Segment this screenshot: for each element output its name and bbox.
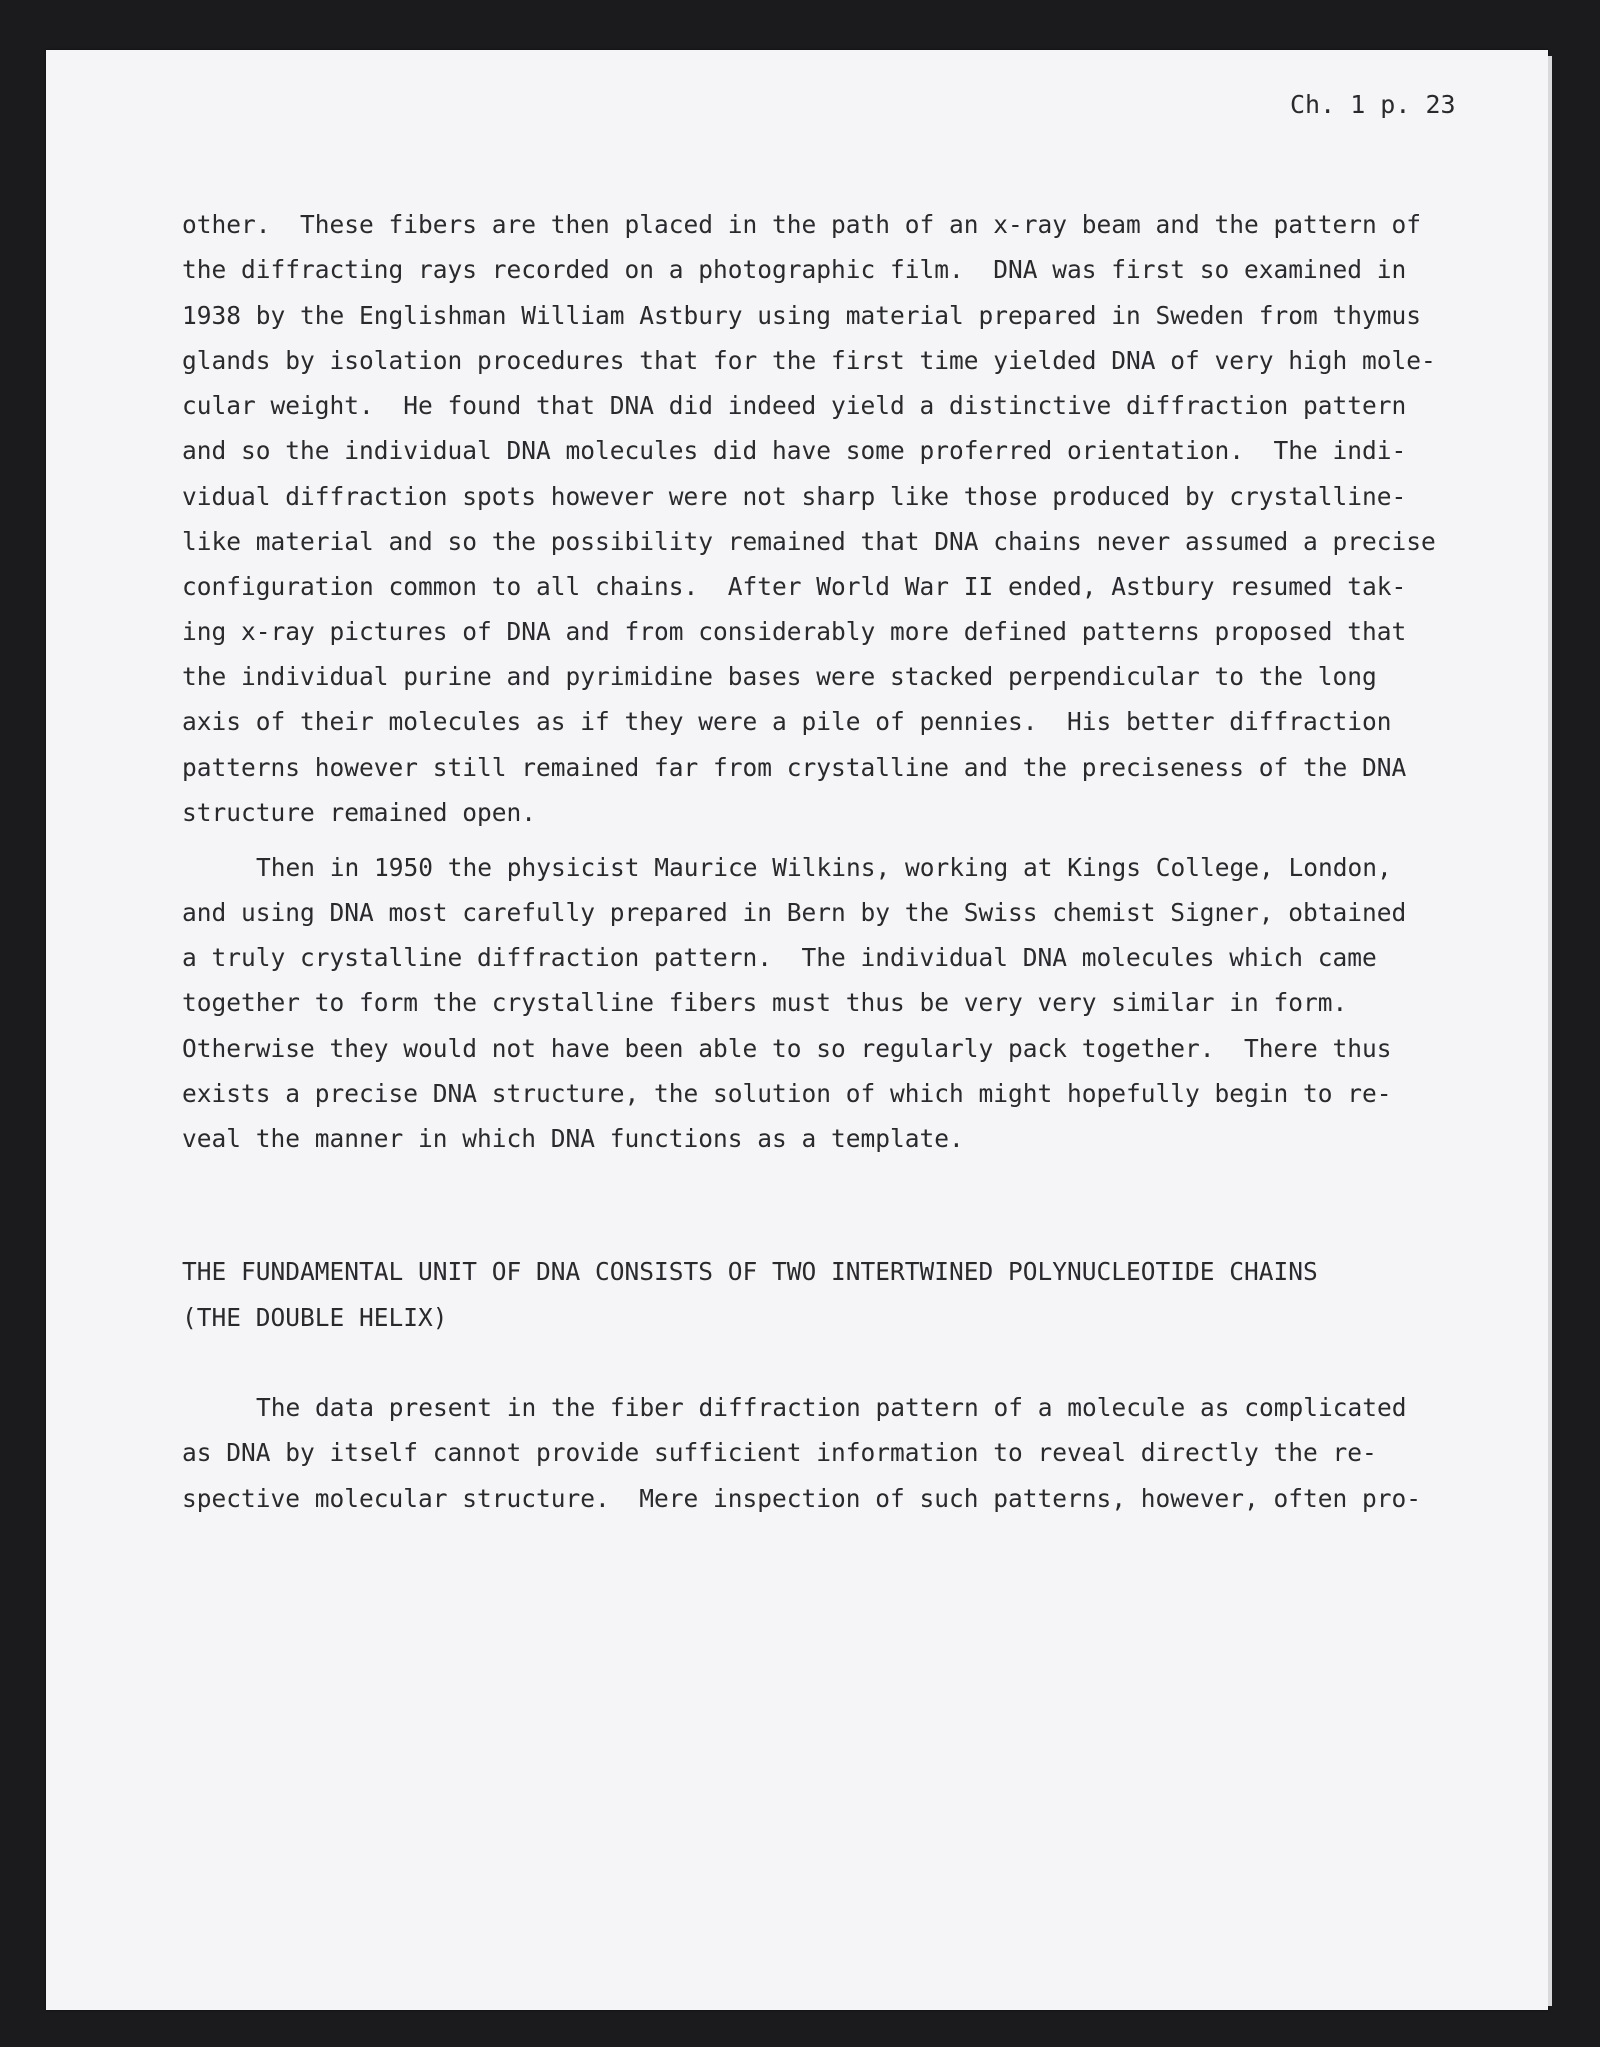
paragraph-2-line-6: exists a precise DNA structure, the solution of which might hopefully begin to re- [182, 1079, 1392, 1108]
section-heading-line-1: THE FUNDAMENTAL UNIT OF DNA CONSISTS OF TWO INTERTWINED POLYNUCLEOTIDE CHAINS [182, 1257, 1318, 1286]
paragraph-1-line-14: structure remained open. [182, 798, 537, 827]
section-heading-line-2: (THE DOUBLE HELIX) [182, 1303, 448, 1332]
paragraph-1-line-10: ing x-ray pictures of DNA and from considerably more defined patterns proposed that [182, 617, 1407, 646]
paragraph-1-line-3: 1938 by the Englishman William Astbury using material prepared in Sweden from thymus [182, 301, 1422, 330]
paragraph-2-line-7: veal the manner in which DNA functions as a template. [182, 1124, 964, 1153]
paragraph-1-line-4: glands by isolation procedures that for the first time yielded DNA of very high mole- [182, 346, 1436, 375]
paragraph-1-line-11: the individual purine and pyrimidine bases were stacked perpendicular to the long [182, 662, 1377, 691]
paragraph-2-line-4: together to form the crystalline fibers must thus be very very similar in form. [182, 988, 1348, 1017]
paragraph-3-line-2: as DNA by itself cannot provide sufficient information to reveal directly the re- [182, 1438, 1377, 1467]
paragraph-1-line-6: and so the individual DNA molecules did have some proferred orientation. The indi- [182, 436, 1407, 465]
paragraph-3-line-3: spective molecular structure. Mere inspection of such patterns, however, often pro- [182, 1484, 1422, 1513]
paragraph-1-line-1: other. These fibers are then placed in the path of an x-ray beam and the pattern of [182, 210, 1422, 239]
paragraph-1-line-8: like material and so the possibility remained that DNA chains never assumed a precise [182, 527, 1436, 556]
paragraph-1-line-13: patterns however still remained far from crystalline and the preciseness of the DNA [182, 753, 1407, 782]
paragraph-1-line-9: configuration common to all chains. After World War II ended, Astbury resumed tak- [182, 572, 1407, 601]
paragraph-2-line-3: a truly crystalline diffraction pattern. The individual DNA molecules which came [182, 943, 1377, 972]
paragraph-2-line-1: Then in 1950 the physicist Maurice Wilkins, working at Kings College, London, [256, 853, 1392, 882]
paper-edge [1548, 56, 1552, 2006]
paragraph-3-line-1: The data present in the fiber diffraction pattern of a molecule as complicated [256, 1393, 1407, 1422]
paragraph-2-line-2: and using DNA most carefully prepared in Bern by the Swiss chemist Signer, obtained [182, 898, 1407, 927]
page-number: Ch. 1 p. 23 [1290, 90, 1456, 119]
typed-page [46, 50, 1548, 2010]
paragraph-1-line-12: axis of their molecules as if they were a pile of pennies. His better diffraction [182, 707, 1392, 736]
paragraph-1-line-5: cular weight. He found that DNA did indeed yield a distinctive diffraction pattern [182, 391, 1407, 420]
paragraph-1-line-2: the diffracting rays recorded on a photographic film. DNA was first so examined in [182, 255, 1407, 284]
paragraph-1-line-7: vidual diffraction spots however were not sharp like those produced by crystalline- [182, 482, 1407, 511]
paragraph-2-line-5: Otherwise they would not have been able to so regularly pack together. There thus [182, 1034, 1392, 1063]
